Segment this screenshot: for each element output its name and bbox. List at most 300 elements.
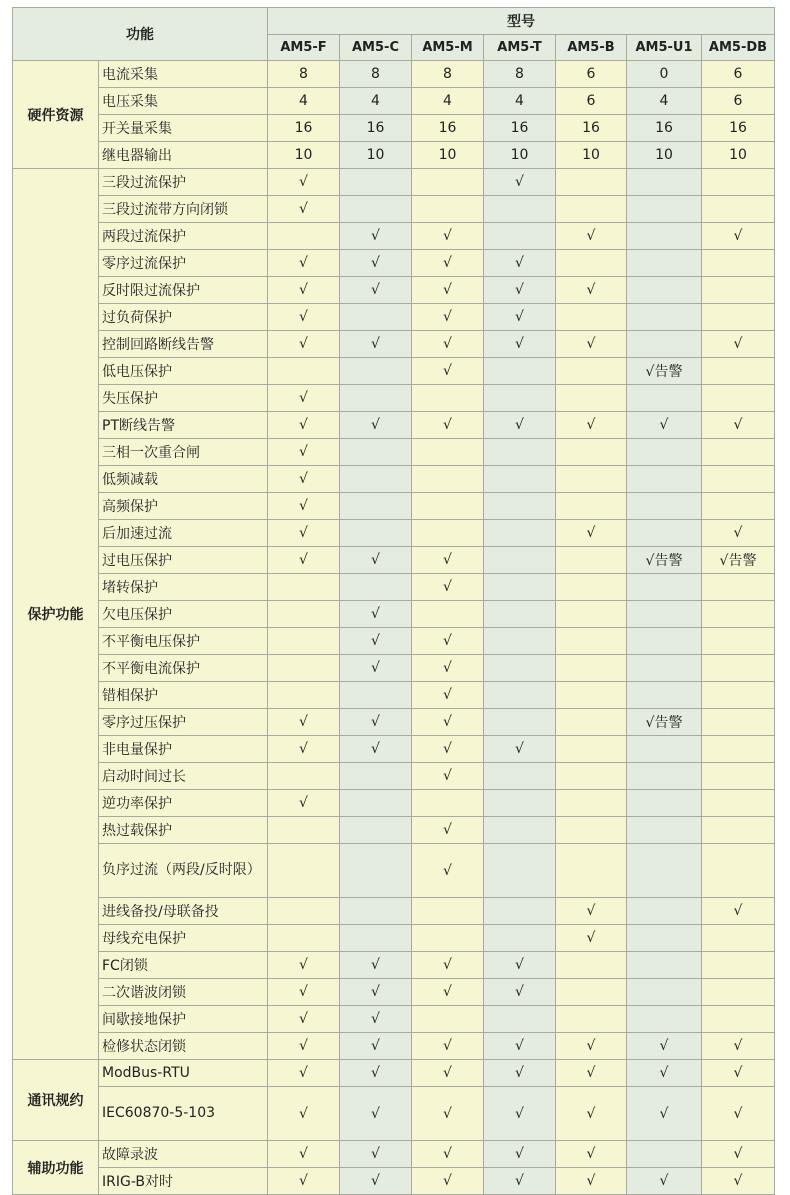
value-cell: √ xyxy=(702,898,775,925)
value-cell: √ xyxy=(702,223,775,250)
table-row xyxy=(13,439,775,466)
table-row xyxy=(13,304,775,331)
table-row xyxy=(13,196,775,223)
value-cell: √ xyxy=(556,520,627,547)
value-cell: √ xyxy=(340,952,412,979)
table-row xyxy=(13,952,775,979)
table-row xyxy=(13,358,775,385)
value-cell: √ xyxy=(412,736,484,763)
value-cell: 16 xyxy=(702,115,775,142)
value-cell xyxy=(268,817,340,844)
table-row xyxy=(13,628,775,655)
value-cell: 10 xyxy=(627,142,702,169)
value-cell: √ xyxy=(556,331,627,358)
value-cell: √ xyxy=(556,1141,627,1168)
value-cell: √ xyxy=(484,979,556,1006)
value-cell: 6 xyxy=(556,88,627,115)
value-cell xyxy=(268,925,340,952)
value-cell: √告警 xyxy=(627,358,702,385)
value-cell xyxy=(268,682,340,709)
value-cell: √ xyxy=(412,682,484,709)
value-cell xyxy=(484,763,556,790)
value-cell xyxy=(702,277,775,304)
table-row xyxy=(13,385,775,412)
value-cell: 4 xyxy=(340,88,412,115)
value-cell xyxy=(484,709,556,736)
feature-cell: 零序过压保护 xyxy=(99,709,268,736)
feature-cell: 开关量采集 xyxy=(99,115,268,142)
value-cell xyxy=(556,574,627,601)
value-cell xyxy=(556,169,627,196)
value-cell xyxy=(627,1006,702,1033)
value-cell: √ xyxy=(484,277,556,304)
value-cell: √ xyxy=(412,1087,484,1141)
value-cell: √ xyxy=(702,1033,775,1060)
feature-cell: 非电量保护 xyxy=(99,736,268,763)
value-cell xyxy=(412,439,484,466)
value-cell: √ xyxy=(412,574,484,601)
feature-cell: IRIG-B对时 xyxy=(99,1168,268,1195)
feature-cell: 错相保护 xyxy=(99,682,268,709)
value-cell xyxy=(702,817,775,844)
value-cell: √ xyxy=(627,1060,702,1087)
value-cell: 16 xyxy=(556,115,627,142)
category-cell: 通讯规约 xyxy=(13,1060,99,1141)
value-cell: √ xyxy=(702,520,775,547)
value-cell: √ xyxy=(268,169,340,196)
value-cell xyxy=(268,601,340,628)
table-row xyxy=(13,169,775,196)
value-cell: √ xyxy=(412,1168,484,1195)
category-cell: 硬件资源 xyxy=(13,61,99,169)
table-row xyxy=(13,763,775,790)
feature-cell: 堵转保护 xyxy=(99,574,268,601)
value-cell xyxy=(340,790,412,817)
value-cell xyxy=(627,331,702,358)
value-cell: √ xyxy=(268,385,340,412)
value-cell xyxy=(412,196,484,223)
table-row xyxy=(13,466,775,493)
value-cell: 10 xyxy=(484,142,556,169)
value-cell: √ xyxy=(627,412,702,439)
value-cell: 16 xyxy=(340,115,412,142)
value-cell xyxy=(556,844,627,898)
value-cell xyxy=(627,277,702,304)
value-cell xyxy=(484,223,556,250)
value-cell xyxy=(556,979,627,1006)
table-row xyxy=(13,817,775,844)
table-row xyxy=(13,61,775,88)
value-cell xyxy=(268,844,340,898)
value-cell: 4 xyxy=(412,88,484,115)
feature-cell: 控制回路断线告警 xyxy=(99,331,268,358)
value-cell xyxy=(412,520,484,547)
value-cell xyxy=(484,493,556,520)
feature-cell: 母线充电保护 xyxy=(99,925,268,952)
value-cell xyxy=(627,925,702,952)
value-cell: √ xyxy=(268,196,340,223)
value-cell xyxy=(702,655,775,682)
value-cell xyxy=(340,385,412,412)
value-cell xyxy=(484,601,556,628)
value-cell: √ xyxy=(702,331,775,358)
value-cell: 4 xyxy=(484,88,556,115)
feature-cell: 进线备投/母联备投 xyxy=(99,898,268,925)
value-cell xyxy=(556,466,627,493)
value-cell: 16 xyxy=(268,115,340,142)
value-cell: √ xyxy=(268,331,340,358)
value-cell xyxy=(484,817,556,844)
value-cell xyxy=(484,925,556,952)
value-cell xyxy=(627,817,702,844)
value-cell xyxy=(627,979,702,1006)
value-cell xyxy=(627,385,702,412)
value-cell: √ xyxy=(484,304,556,331)
value-cell: √ xyxy=(412,304,484,331)
value-cell xyxy=(412,466,484,493)
value-cell: √ xyxy=(556,925,627,952)
feature-cell: 反时限过流保护 xyxy=(99,277,268,304)
value-cell xyxy=(627,601,702,628)
value-cell xyxy=(702,628,775,655)
value-cell: √ xyxy=(268,1060,340,1087)
value-cell: √ xyxy=(340,223,412,250)
value-cell xyxy=(484,439,556,466)
value-cell: √ xyxy=(556,898,627,925)
value-cell xyxy=(340,925,412,952)
value-cell: √ xyxy=(340,412,412,439)
value-cell: √ xyxy=(484,952,556,979)
value-cell xyxy=(556,196,627,223)
value-cell: 4 xyxy=(268,88,340,115)
value-cell: √ xyxy=(340,1006,412,1033)
value-cell xyxy=(556,790,627,817)
value-cell: √ xyxy=(412,358,484,385)
value-cell xyxy=(627,574,702,601)
value-cell xyxy=(412,385,484,412)
value-cell: 8 xyxy=(340,61,412,88)
value-cell xyxy=(702,736,775,763)
value-cell: √ xyxy=(556,1087,627,1141)
value-cell xyxy=(268,574,340,601)
value-cell: √ xyxy=(412,277,484,304)
value-cell xyxy=(627,520,702,547)
feature-cell: 热过载保护 xyxy=(99,817,268,844)
value-cell: √ xyxy=(412,628,484,655)
feature-cell: 间歇接地保护 xyxy=(99,1006,268,1033)
value-cell xyxy=(340,520,412,547)
value-cell xyxy=(556,763,627,790)
value-cell: √ xyxy=(412,1060,484,1087)
value-cell xyxy=(484,547,556,574)
category-cell: 辅助功能 xyxy=(13,1141,99,1195)
value-cell: 10 xyxy=(702,142,775,169)
value-cell xyxy=(702,601,775,628)
value-cell xyxy=(702,979,775,1006)
value-cell: √ xyxy=(556,1168,627,1195)
value-cell: √ xyxy=(340,736,412,763)
value-cell: √ xyxy=(484,1087,556,1141)
value-cell xyxy=(412,493,484,520)
value-cell: 16 xyxy=(412,115,484,142)
value-cell: √ xyxy=(412,223,484,250)
table-row xyxy=(13,655,775,682)
value-cell xyxy=(702,439,775,466)
feature-cell: 过电压保护 xyxy=(99,547,268,574)
value-cell: √ xyxy=(484,1033,556,1060)
value-cell xyxy=(268,655,340,682)
value-cell: √ xyxy=(556,1060,627,1087)
value-cell: √ xyxy=(268,439,340,466)
value-cell xyxy=(412,1006,484,1033)
feature-cell: 两段过流保护 xyxy=(99,223,268,250)
value-cell xyxy=(627,304,702,331)
feature-cell: 高频保护 xyxy=(99,493,268,520)
feature-cell: ModBus-RTU xyxy=(99,1060,268,1087)
table-row xyxy=(13,520,775,547)
table-row xyxy=(13,88,775,115)
feature-cell: 后加速过流 xyxy=(99,520,268,547)
value-cell: √ xyxy=(556,223,627,250)
feature-cell: 低电压保护 xyxy=(99,358,268,385)
value-cell xyxy=(340,817,412,844)
value-cell: √ xyxy=(268,304,340,331)
feature-cell: 三段过流保护 xyxy=(99,169,268,196)
value-cell: √ xyxy=(412,547,484,574)
value-cell xyxy=(627,952,702,979)
value-cell: √告警 xyxy=(702,547,775,574)
value-cell: √ xyxy=(268,277,340,304)
value-cell xyxy=(702,763,775,790)
table-body xyxy=(13,61,775,1195)
value-cell: √ xyxy=(340,655,412,682)
value-cell: √ xyxy=(484,412,556,439)
value-cell xyxy=(627,682,702,709)
value-cell xyxy=(484,844,556,898)
value-cell: √ xyxy=(268,979,340,1006)
value-cell xyxy=(556,952,627,979)
value-cell xyxy=(702,952,775,979)
value-cell: √ xyxy=(268,1006,340,1033)
value-cell xyxy=(340,358,412,385)
model-header-cell: AM5-U1 xyxy=(627,35,702,61)
value-cell: √ xyxy=(702,1087,775,1141)
value-cell xyxy=(556,709,627,736)
value-cell: √ xyxy=(412,817,484,844)
value-cell xyxy=(627,169,702,196)
table-row xyxy=(13,1033,775,1060)
feature-cell: 失压保护 xyxy=(99,385,268,412)
value-cell: √ xyxy=(556,277,627,304)
value-cell: √ xyxy=(412,1033,484,1060)
value-cell: √ xyxy=(268,1141,340,1168)
value-cell xyxy=(412,169,484,196)
value-cell xyxy=(556,439,627,466)
value-cell xyxy=(340,196,412,223)
value-cell xyxy=(702,493,775,520)
value-cell xyxy=(702,925,775,952)
table-row xyxy=(13,790,775,817)
value-cell: √ xyxy=(702,1060,775,1087)
value-cell xyxy=(268,763,340,790)
value-cell: 6 xyxy=(556,61,627,88)
value-cell xyxy=(627,196,702,223)
feature-cell: IEC60870-5-103 xyxy=(99,1087,268,1141)
value-cell xyxy=(556,547,627,574)
value-cell xyxy=(702,385,775,412)
value-cell xyxy=(556,1006,627,1033)
value-cell xyxy=(556,628,627,655)
value-cell: 0 xyxy=(627,61,702,88)
table-row xyxy=(13,1060,775,1087)
value-cell xyxy=(627,493,702,520)
model-header-cell: AM5-C xyxy=(340,35,412,61)
value-cell: √ xyxy=(412,709,484,736)
value-cell xyxy=(340,682,412,709)
value-cell: √ xyxy=(627,1168,702,1195)
value-cell xyxy=(556,655,627,682)
model-header-cell: AM5-T xyxy=(484,35,556,61)
feature-cell: 欠电压保护 xyxy=(99,601,268,628)
table-row xyxy=(13,709,775,736)
value-cell xyxy=(340,304,412,331)
value-cell xyxy=(702,790,775,817)
value-cell: √ xyxy=(484,169,556,196)
value-cell xyxy=(556,682,627,709)
value-cell xyxy=(702,844,775,898)
value-cell: √ xyxy=(268,1168,340,1195)
model-column-header: 型号 xyxy=(268,8,775,35)
value-cell: √ xyxy=(340,250,412,277)
value-cell: √ xyxy=(556,1033,627,1060)
feature-cell: 电流采集 xyxy=(99,61,268,88)
value-cell: √ xyxy=(340,628,412,655)
table-row xyxy=(13,142,775,169)
value-cell: 6 xyxy=(702,61,775,88)
value-cell xyxy=(627,1141,702,1168)
value-cell xyxy=(484,628,556,655)
value-cell xyxy=(340,574,412,601)
value-cell xyxy=(702,304,775,331)
value-cell: √ xyxy=(412,763,484,790)
value-cell xyxy=(627,790,702,817)
value-cell xyxy=(412,790,484,817)
value-cell xyxy=(556,304,627,331)
feature-cell: 二次谐波闭锁 xyxy=(99,979,268,1006)
value-cell: 8 xyxy=(268,61,340,88)
value-cell: √ xyxy=(268,709,340,736)
feature-cell: 三相一次重合闸 xyxy=(99,439,268,466)
value-cell xyxy=(702,682,775,709)
feature-cell: 负序过流（两段/反时限） xyxy=(99,844,268,898)
value-cell: √ xyxy=(268,952,340,979)
value-cell xyxy=(627,250,702,277)
value-cell: √ xyxy=(340,1060,412,1087)
value-cell xyxy=(340,493,412,520)
table-row xyxy=(13,493,775,520)
value-cell: √ xyxy=(556,412,627,439)
value-cell xyxy=(627,736,702,763)
value-cell: 8 xyxy=(484,61,556,88)
value-cell xyxy=(556,493,627,520)
table-row xyxy=(13,331,775,358)
value-cell xyxy=(484,898,556,925)
feature-cell: 检修状态闭锁 xyxy=(99,1033,268,1060)
table-row xyxy=(13,412,775,439)
feature-cell: PT断线告警 xyxy=(99,412,268,439)
value-cell xyxy=(484,682,556,709)
value-cell: √ xyxy=(340,277,412,304)
value-cell xyxy=(484,790,556,817)
value-cell: 10 xyxy=(340,142,412,169)
table-row xyxy=(13,547,775,574)
table-row xyxy=(13,223,775,250)
value-cell xyxy=(702,1006,775,1033)
table-row xyxy=(13,682,775,709)
table-row xyxy=(13,736,775,763)
value-cell: √ xyxy=(484,331,556,358)
value-cell xyxy=(484,196,556,223)
value-cell xyxy=(484,1006,556,1033)
value-cell: √ xyxy=(268,520,340,547)
table-row xyxy=(13,250,775,277)
value-cell xyxy=(484,655,556,682)
model-header-cell: AM5-F xyxy=(268,35,340,61)
value-cell xyxy=(412,601,484,628)
table-row xyxy=(13,844,775,898)
value-cell xyxy=(484,385,556,412)
function-column-header: 功能 xyxy=(13,8,268,61)
value-cell: √ xyxy=(340,1087,412,1141)
table-row xyxy=(13,1087,775,1141)
value-cell: √ xyxy=(340,1141,412,1168)
category-cell: 保护功能 xyxy=(13,169,99,1060)
table-row xyxy=(13,574,775,601)
value-cell: √ xyxy=(412,979,484,1006)
feature-cell: 电压采集 xyxy=(99,88,268,115)
value-cell xyxy=(627,844,702,898)
value-cell: 10 xyxy=(412,142,484,169)
value-cell xyxy=(627,763,702,790)
value-cell: √ xyxy=(484,1060,556,1087)
value-cell xyxy=(268,898,340,925)
value-cell: √ xyxy=(484,736,556,763)
value-cell: √ xyxy=(340,1033,412,1060)
feature-cell: 继电器输出 xyxy=(99,142,268,169)
value-cell: √ xyxy=(412,331,484,358)
value-cell: 6 xyxy=(702,88,775,115)
value-cell: √ xyxy=(484,1141,556,1168)
value-cell xyxy=(556,250,627,277)
value-cell: 8 xyxy=(412,61,484,88)
value-cell: √ xyxy=(340,979,412,1006)
value-cell xyxy=(340,466,412,493)
table-row xyxy=(13,979,775,1006)
table-row xyxy=(13,898,775,925)
value-cell xyxy=(702,250,775,277)
value-cell xyxy=(484,520,556,547)
table-row xyxy=(13,1168,775,1195)
feature-cell: FC闭锁 xyxy=(99,952,268,979)
value-cell xyxy=(340,898,412,925)
feature-cell: 逆功率保护 xyxy=(99,790,268,817)
value-cell xyxy=(412,925,484,952)
feature-cell: 低频减载 xyxy=(99,466,268,493)
value-cell: √ xyxy=(702,1168,775,1195)
value-cell: √ xyxy=(268,790,340,817)
value-cell: √ xyxy=(412,1141,484,1168)
value-cell: √ xyxy=(484,250,556,277)
